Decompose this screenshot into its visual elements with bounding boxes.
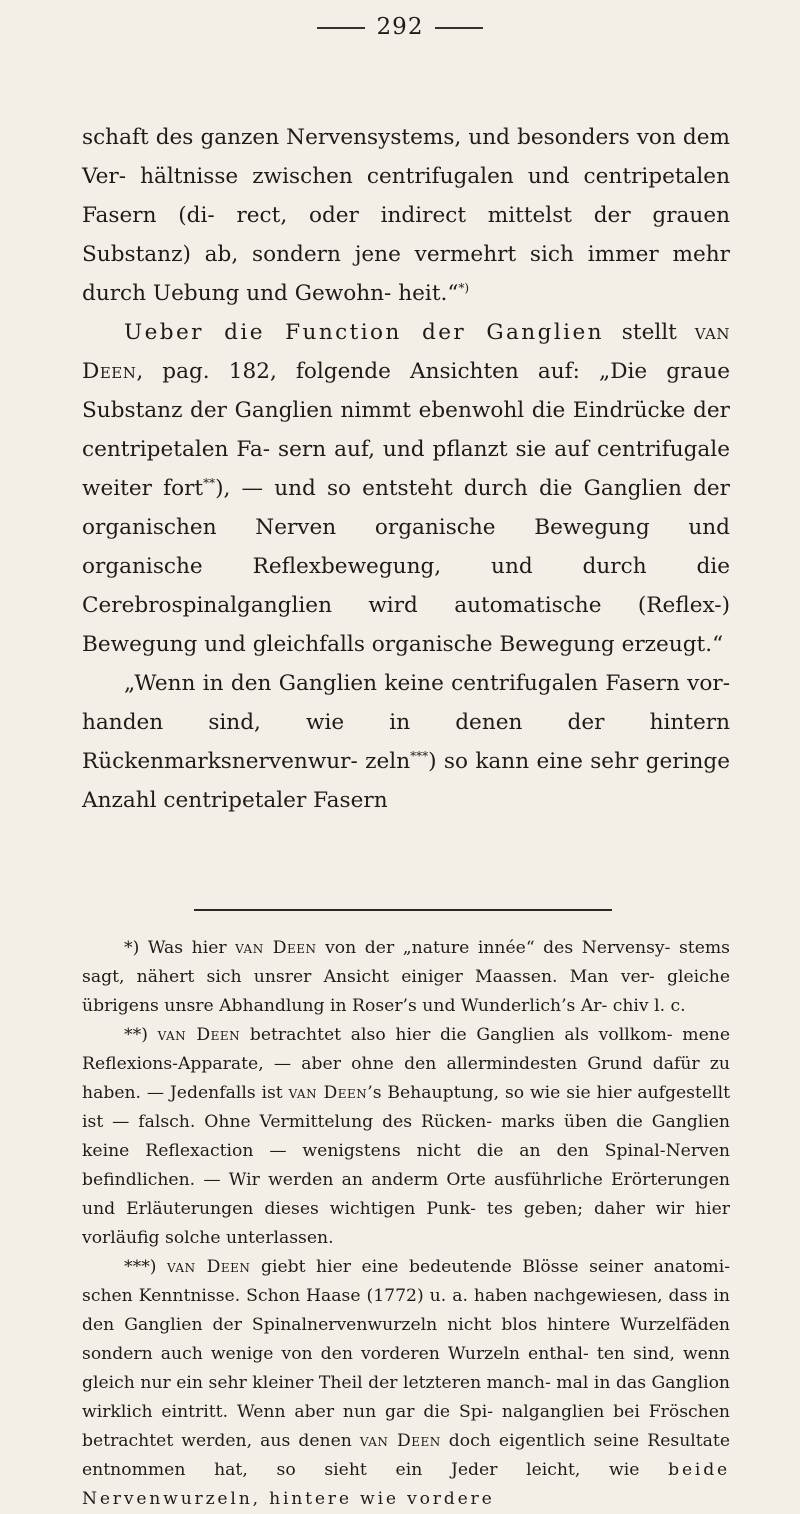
text-run: , pag. 182, folgende Ansichten auf: „Die graue Substanz der Ganglien nimmt ebenwohl die Eindrücke der centripetalen Fa- sern auf, und pflanzt sie auf centrifugale weiter fort (82, 359, 730, 501)
text-run: stellt (603, 320, 695, 345)
text-run: Was hier (139, 938, 236, 958)
text-line: rect, oder indirect mittelst der grauen Substanz) ab, sondern (82, 203, 731, 267)
text-run: ), — und so entsteht durch die Ganglien der organischen Nerven organische Bewegung und organische Reflexbewegung, und durch die Cerebrospinalganglien wird automatische (Reflex-) Bewegung und gleichfalls organische Bewegung erzeugt.“ (82, 476, 731, 657)
footnote-3 (82, 1253, 730, 1514)
footnote-2 (82, 1021, 730, 1253)
footnotes (82, 934, 730, 1514)
paragraph-2 (82, 313, 730, 664)
page-number: 292 (376, 14, 424, 40)
text-run: betrachtet also hier die Ganglien als vollkom- mene Reflexions-Apparate, — aber ohne den allermindesten Grund dafür zu haben. — Jedenfalls ist (82, 1025, 731, 1103)
author-name: van Deen (359, 1431, 441, 1451)
text-line: schaft des ganzen Nervensystems, und besonders von dem Ver- (82, 125, 730, 189)
author-name: van Deen (288, 1083, 368, 1103)
spaced-text: beide Nervenwurzeln, hintere wie vordere (82, 1460, 730, 1509)
footnote-mark: **) (124, 1025, 148, 1045)
author-name: van Deen (167, 1257, 251, 1277)
text-line: jene vermehrt sich immer mehr durch Uebung und Gewohn- (82, 242, 730, 306)
footnote-ref-3: *** (410, 748, 429, 763)
footnote-ref-2: ** (203, 475, 216, 490)
text-run: doch eigentlich seine Resultate entnommen hat, so sieht ein Jeder leicht, wie (82, 1431, 730, 1480)
spaced-heading: Ueber die Function der Ganglien (124, 320, 604, 345)
author-name: van Deen (157, 1025, 241, 1045)
author-name: van Deen (82, 320, 730, 384)
page-header (0, 14, 800, 40)
text-run: giebt hier eine bedeutende Blösse seiner anatomi- schen Kenntnisse. Schon Haase (1772) u. a. haben nachgewiesen, dass in den Ganglien der Spinalnervenwurzeln nicht blos hintere Wurzelfäden sondern auch wenige von den vorderen Wurzeln enthal- ten sind, wenn gleich nur ein sehr kleiner Theil der letzteren manch- mal in das Ganglion wirklich eintritt. Wenn aber nun gar die Spi- nalganglien bei Fröschen betrachtet werden, aus denen (82, 1257, 730, 1451)
paragraph-3 (82, 664, 730, 820)
footnote-mark: *) (124, 938, 140, 958)
text-run: von der „nature innée“ des Nervensy- stems sagt, nähert sich unsrer Ansicht einiger Maassen. Man ver- gleiche übrigens unsre Abhandlung in Roser’s und Wunderlich’s Ar- chiv l. c. (82, 938, 731, 1016)
header-dash-left (317, 27, 365, 29)
text-run: „Wenn in den Ganglien keine centrifugalen Fasern vor- handen sind, wie in denen der hintern Rückenmarksnervenwur- zeln (82, 671, 730, 774)
header-dash-right (435, 27, 483, 29)
paragraph-1 (82, 118, 730, 313)
text-run: ) so kann eine sehr geringe Anzahl centripetaler Fasern (82, 749, 730, 813)
text-run: ’s Behauptung, so wie sie hier aufgestellt ist — falsch. Ohne Vermittelung des Rücken- marks üben die Ganglien keine Reflexaction — wenigstens nicht die an den Spinal-Nerven befindlichen. — Wir werden an anderm Orte ausführliche Erörterungen und Erläuterungen dieses wichtigen Punk- tes geben; daher wir hier vorläufig solche unterlassen. (82, 1083, 730, 1248)
main-text (82, 118, 730, 820)
footnote-divider (194, 909, 612, 911)
author-name: van Deen (235, 938, 317, 958)
footnote-1 (82, 934, 730, 1021)
text-line: hältnisse zwischen centrifugalen und centripetalen Fasern (di- (82, 164, 730, 228)
footnote-mark: ***) (124, 1257, 157, 1277)
footnote-ref-1: *) (458, 280, 470, 295)
text-line: heit.“ (398, 281, 459, 306)
